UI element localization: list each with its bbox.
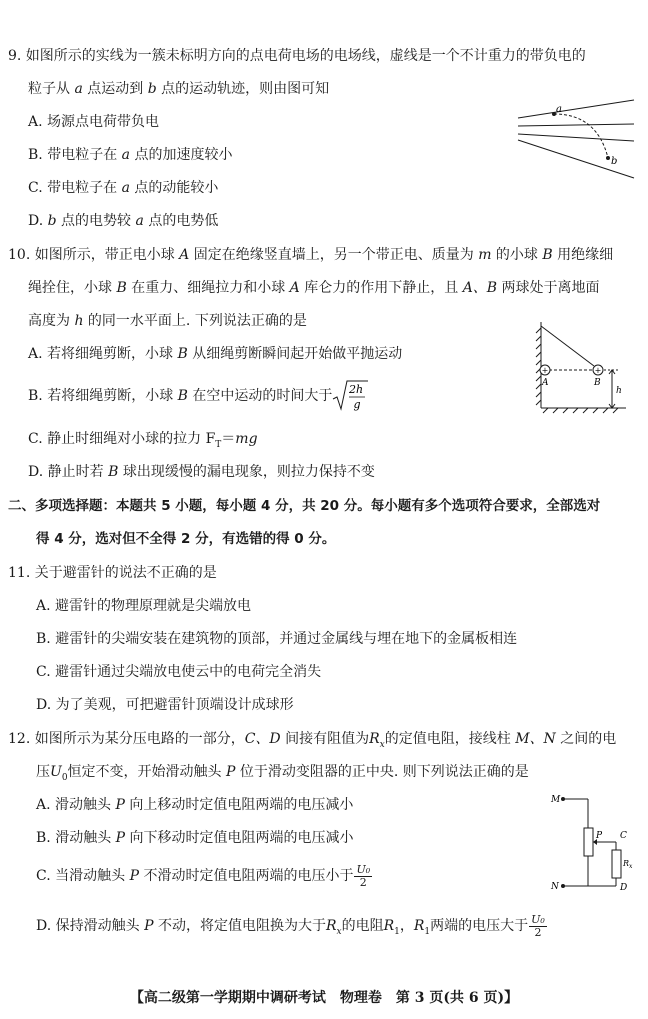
q9-field-figure xyxy=(512,96,638,186)
q9-option-d: D. b 点的电势较 a 点的电势低 xyxy=(28,213,219,229)
q11-option-a: A. 避雷针的物理原理就是尖端放电 xyxy=(36,598,252,614)
fraction-u0-over-2: $\frac{\text{U₀}}{2}$ xyxy=(356,862,371,889)
wall-hatch xyxy=(536,328,541,405)
string-line xyxy=(541,326,594,366)
q9-option-b: B. 带电粒子在 a 点的加速度较小 xyxy=(28,147,233,163)
section2-heading-line1: 二、多项选择题：本题共 5 小题，每小题 4 分，共 20 分。每小题有多个选项符合要求，全部选对 xyxy=(8,498,601,514)
q12-stem-line1: 12. 如图所示为某分压电路的一部分，C、D 间接有阻值为$R_x$的定值电阻，接线柱 M、N 之间的电 xyxy=(8,731,617,750)
label-h: h xyxy=(616,386,622,396)
q10-stem-line1: 10. 如图所示，带正电小球 A 固定在绝缘竖直墙上，另一个带正电、质量为 m 的小球 B 用绝缘细 xyxy=(8,247,614,263)
q10-stem-line2: 绳拴住，小球 B 在重力、细绳拉力和小球 A 库仑力的作用下静止，且 A、B 两球处于离地面 xyxy=(28,280,600,296)
q10-wall-figure xyxy=(528,318,628,414)
q10-option-a: A. 若将细绳剪断，小球 B 从细绳剪断瞬间起开始做平抛运动 xyxy=(28,346,403,362)
label-N: N xyxy=(551,882,559,892)
field-line xyxy=(518,124,634,126)
q12-option-a: A. 滑动触头 P 向上移动时定值电阻两端的电压减小 xyxy=(36,797,354,813)
svg-text:g: g xyxy=(353,398,361,411)
svg-text:+: + xyxy=(541,366,549,375)
fraction-u0-over-2: $\frac{\text{U₀}}{2}$ xyxy=(531,912,545,939)
q10-option-c: C. 静止时细绳对小球的拉力 $F_T=mg$ xyxy=(28,431,258,450)
q9-option-c: C. 带电粒子在 a 点的动能较小 xyxy=(28,180,219,196)
rheostat xyxy=(584,828,593,856)
label-M: M xyxy=(551,795,561,805)
label-b: b xyxy=(611,156,618,167)
q12-circuit-figure xyxy=(548,790,638,896)
field-line xyxy=(518,100,634,118)
section2-heading-line2: 得 4 分，选对但不全得 2 分，有选错的得 0 分。 xyxy=(36,531,336,547)
q12-stem-line2: 压$U_0$恒定不变，开始滑动触头 P 位于滑动变阻器的正中央. 则下列说法正确的是 xyxy=(36,764,529,783)
q9-stem-line1: 9. 如图所示的实线为一簇未标明方向的点电荷电场的电场线，虚线是一个不计重力的带负电的 xyxy=(8,48,586,64)
q12-option-c: C. 当滑动触头 P 不滑动时定值电阻两端的电压小于 $\frac{\text{U₀}}{2}$ xyxy=(36,862,371,889)
q11-stem: 11. 关于避雷针的说法不正确的是 xyxy=(8,565,217,581)
label-D: D xyxy=(620,883,628,893)
sqrt-expression xyxy=(332,378,368,414)
resistor-rx xyxy=(612,850,621,878)
label-B: B xyxy=(594,378,601,388)
label-Rx: $R_x$ xyxy=(623,859,633,870)
q10-stem-line3: 高度为 h 的同一水平面上. 下列说法正确的是 xyxy=(28,313,307,329)
q12-option-d: D. 保持滑动触头 P 不动，将定值电阻换为大于$R_x$的电阻$R_1$，$R_1$两端的电压大于 $\frac{\text{U₀}}{2}$ xyxy=(36,912,545,939)
ground-hatch xyxy=(543,408,618,413)
trajectory-path xyxy=(554,114,608,158)
svg-text:+: + xyxy=(594,366,602,375)
q12-option-b: B. 滑动触头 P 向下移动时定值电阻两端的电压减小 xyxy=(36,830,354,846)
q11-option-c: C. 避雷针通过尖端放电使云中的电荷完全消失 xyxy=(36,664,322,680)
q9-option-a: A. 场源点电荷带负电 xyxy=(28,114,160,130)
terminal-n xyxy=(561,884,565,888)
page-footer: 【高二级第一学期期中调研考试 物理卷 第 3 页(共 6 页)】 xyxy=(129,990,519,1006)
q10-option-b: B. 若将细绳剪断，小球 B 在空中运动的时间大于 2h g xyxy=(28,378,368,414)
svg-text:2h: 2h xyxy=(349,383,364,396)
label-a: a xyxy=(556,104,562,115)
terminal-m xyxy=(561,797,565,801)
q11-option-d: D. 为了美观，可把避雷针顶端设计成球形 xyxy=(36,697,294,713)
field-line xyxy=(518,134,634,141)
label-A: A xyxy=(542,378,549,388)
point-b xyxy=(606,156,610,160)
q10-option-d: D. 静止时若 B 球出现缓慢的漏电现象，则拉力保持不变 xyxy=(28,464,375,480)
label-C: C xyxy=(620,831,627,841)
q11-option-b: B. 避雷针的尖端安装在建筑物的顶部，并通过金属线与埋在地下的金属板相连 xyxy=(36,631,518,647)
q9-stem-line2: 粒子从 a 点运动到 b 点的运动轨迹，则由图可知 xyxy=(28,81,330,97)
label-P: P xyxy=(596,831,603,841)
